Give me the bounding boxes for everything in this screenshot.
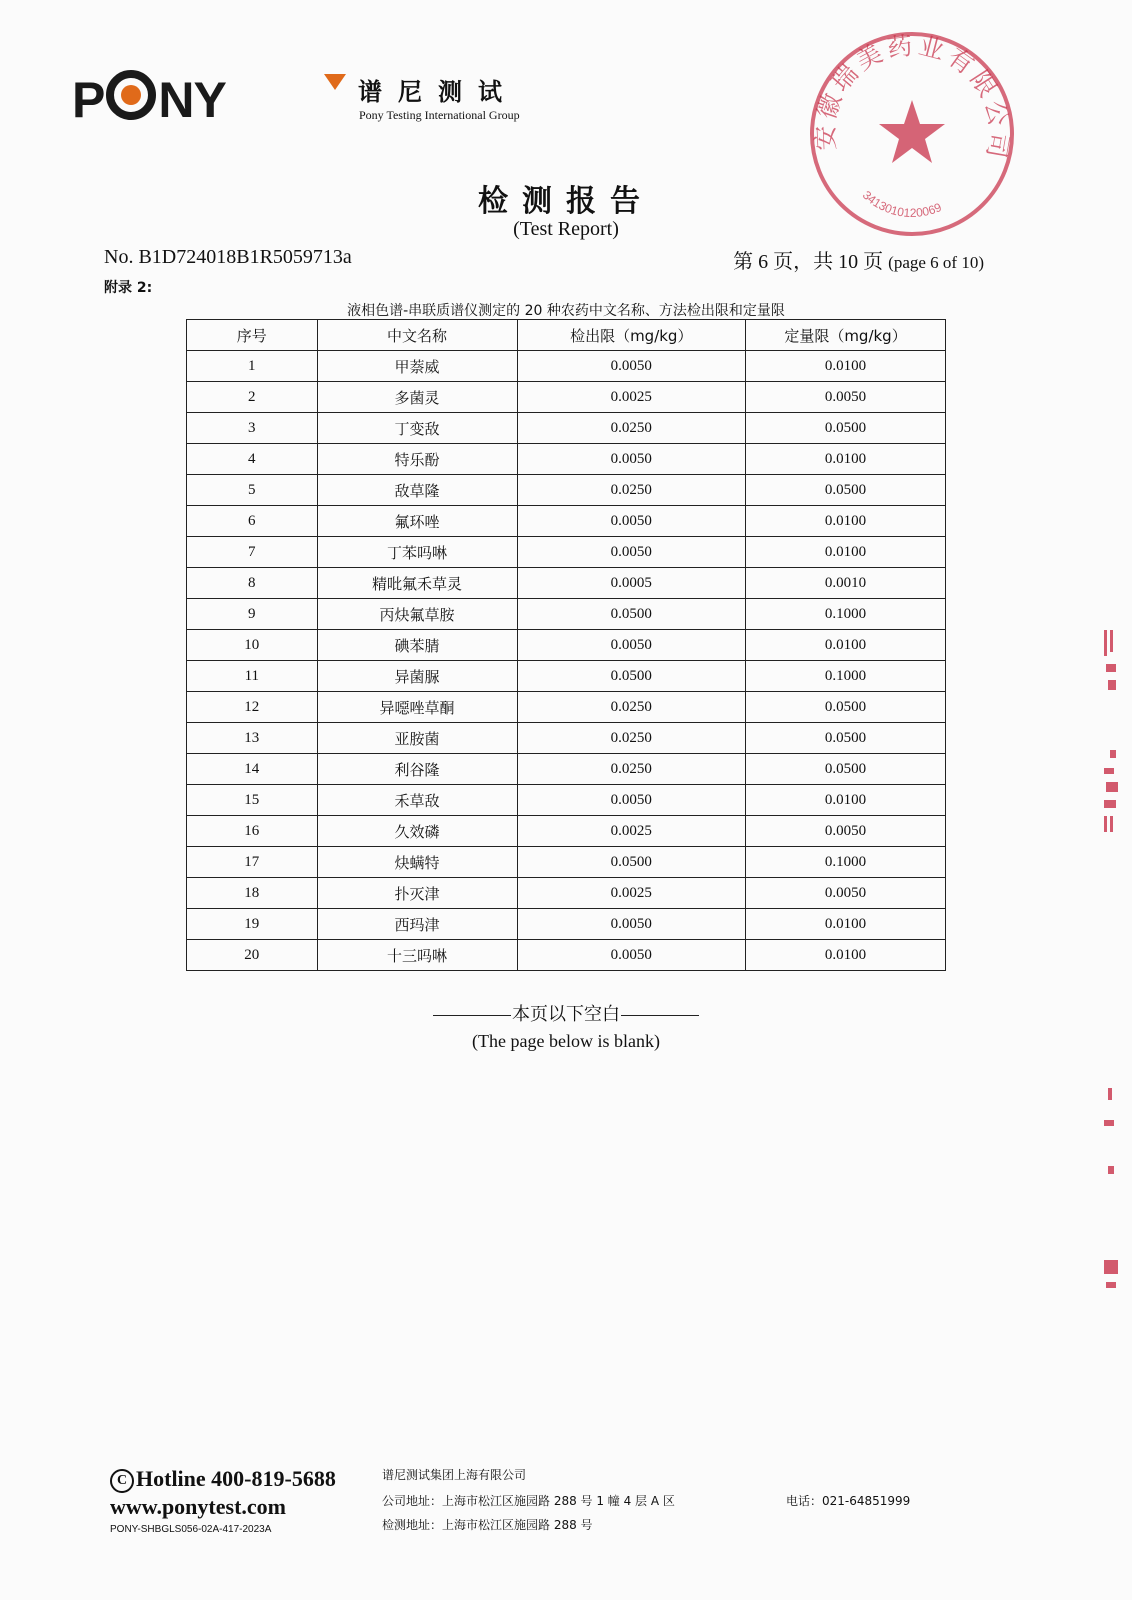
lod-cell: 0.0050 — [517, 940, 746, 971]
table-caption: 液相色谱-串联质谱仪测定的 20 种农药中文名称、方法检出限和定量限 — [347, 303, 785, 319]
serial-cell: 3 — [187, 413, 318, 444]
table-row — [187, 382, 946, 413]
logo-chinese-name: 谱尼测试 — [358, 78, 518, 106]
table-row — [187, 630, 946, 661]
loq-cell: 0.0050 — [746, 382, 946, 413]
table-body — [187, 351, 946, 971]
loq-cell: 0.0100 — [746, 444, 946, 475]
blank-notice-en: (The page below is blank) — [472, 1031, 660, 1051]
loq-cell: 0.0100 — [746, 537, 946, 568]
logo-english-name: Pony Testing International Group — [359, 108, 520, 122]
footer-company: 谱尼测试集团上海有限公司 — [382, 1468, 527, 1482]
loq-cell: 0.0100 — [746, 506, 946, 537]
lod-cell: 0.0050 — [517, 506, 746, 537]
pesticide-name-cell: 丁变敌 — [317, 413, 517, 444]
pesticide-name-cell: 碘苯腈 — [317, 630, 517, 661]
lod-cell: 0.0050 — [517, 444, 746, 475]
table-header-row — [187, 320, 946, 351]
lod-cell: 0.0250 — [517, 754, 746, 785]
col-header-lod: 检出限（mg/kg） — [517, 320, 746, 351]
lod-cell: 0.0025 — [517, 816, 746, 847]
serial-cell: 17 — [187, 847, 318, 878]
footer-hotline — [110, 1466, 336, 1493]
loq-cell: 0.0050 — [746, 878, 946, 909]
serial-cell: 6 — [187, 506, 318, 537]
serial-cell: 14 — [187, 754, 318, 785]
report-subtitle: (Test Report) — [513, 218, 619, 240]
pesticide-limits-table — [186, 319, 946, 971]
serial-cell: 5 — [187, 475, 318, 506]
pesticide-name-cell: 精吡氟禾草灵 — [317, 568, 517, 599]
company-logo — [72, 70, 520, 128]
lod-cell: 0.0500 — [517, 847, 746, 878]
lod-cell: 0.0050 — [517, 630, 746, 661]
table-row — [187, 785, 946, 816]
serial-cell: 12 — [187, 692, 318, 723]
table-row — [187, 351, 946, 382]
pesticide-name-cell: 久效磷 — [317, 816, 517, 847]
serial-cell: 9 — [187, 599, 318, 630]
table-row — [187, 878, 946, 909]
table-row — [187, 568, 946, 599]
seal-star-icon — [879, 100, 945, 163]
pesticide-name-cell: 特乐酚 — [317, 444, 517, 475]
loq-cell: 0.0500 — [746, 692, 946, 723]
lod-cell: 0.0025 — [517, 878, 746, 909]
table-row — [187, 847, 946, 878]
footer-doc-ref: PONY-SHBGLS056-02A-417-2023A — [110, 1524, 272, 1535]
pesticide-name-cell: 异菌脲 — [317, 661, 517, 692]
serial-cell: 15 — [187, 785, 318, 816]
table-row — [187, 940, 946, 971]
loq-cell: 0.0100 — [746, 785, 946, 816]
table-row — [187, 661, 946, 692]
appendix-label: 附录 2: — [104, 280, 153, 296]
serial-cell: 13 — [187, 723, 318, 754]
serial-cell: 4 — [187, 444, 318, 475]
pesticide-name-cell: 十三吗啉 — [317, 940, 517, 971]
serial-cell: 7 — [187, 537, 318, 568]
table-row — [187, 754, 946, 785]
logo-triangle-icon — [324, 74, 346, 90]
lod-cell: 0.0250 — [517, 413, 746, 444]
footer-company-address: 公司地址：上海市松江区施园路 288 号 1 幢 4 层 A 区 — [382, 1494, 675, 1508]
perforation-seal-marks — [1098, 620, 1124, 1320]
lod-cell: 0.0025 — [517, 382, 746, 413]
footer-phone: 电话：021-64851999 — [786, 1494, 911, 1508]
logo-o-icon — [106, 70, 156, 120]
table-row — [187, 599, 946, 630]
report-title: 检测报告 — [478, 184, 654, 219]
table-row — [187, 723, 946, 754]
loq-cell: 0.0100 — [746, 940, 946, 971]
blank-dash-right — [621, 1015, 699, 1016]
table-row — [187, 909, 946, 940]
col-header-name: 中文名称 — [317, 320, 517, 351]
page-indicator — [733, 245, 984, 274]
pesticide-name-cell: 氟环唑 — [317, 506, 517, 537]
serial-cell: 19 — [187, 909, 318, 940]
footer-hotline-text: Hotline 400-819-5688 — [136, 1466, 336, 1491]
serial-cell: 16 — [187, 816, 318, 847]
pesticide-name-cell: 丁苯吗啉 — [317, 537, 517, 568]
logo-wordmark: P NY — [72, 72, 226, 128]
table-row — [187, 816, 946, 847]
table-row — [187, 506, 946, 537]
col-header-loq: 定量限（mg/kg） — [746, 320, 946, 351]
lod-cell: 0.0050 — [517, 909, 746, 940]
loq-cell: 0.0500 — [746, 754, 946, 785]
seal-code-text: 3413010120069 — [859, 187, 944, 221]
pesticide-name-cell: 多菌灵 — [317, 382, 517, 413]
lod-cell: 0.0250 — [517, 475, 746, 506]
serial-cell: 20 — [187, 940, 318, 971]
loq-cell: 0.1000 — [746, 847, 946, 878]
loq-cell: 0.1000 — [746, 599, 946, 630]
lod-cell: 0.0250 — [517, 692, 746, 723]
loq-cell: 0.0500 — [746, 723, 946, 754]
loq-cell: 0.0050 — [746, 816, 946, 847]
loq-cell: 0.1000 — [746, 661, 946, 692]
pesticide-name-cell: 异噁唑草酮 — [317, 692, 517, 723]
blank-notice-cn-text: 本页以下空白 — [512, 1004, 620, 1024]
footer-lab-address: 检测地址：上海市松江区施园路 288 号 — [382, 1518, 593, 1532]
serial-cell: 2 — [187, 382, 318, 413]
table-row — [187, 444, 946, 475]
seal-company-text: 安徽瑞美药业有限公司 — [810, 30, 1014, 165]
pesticide-name-cell: 西玛津 — [317, 909, 517, 940]
serial-cell: 18 — [187, 878, 318, 909]
pesticide-name-cell: 丙炔氟草胺 — [317, 599, 517, 630]
pesticide-name-cell: 扑灭津 — [317, 878, 517, 909]
phone-circle-icon: C — [110, 1469, 134, 1493]
lod-cell: 0.0050 — [517, 785, 746, 816]
loq-cell: 0.0100 — [746, 351, 946, 382]
loq-cell: 0.0100 — [746, 630, 946, 661]
table-row — [187, 413, 946, 444]
lod-cell: 0.0050 — [517, 351, 746, 382]
page-indicator-en: (page 6 of 10) — [888, 253, 984, 272]
lod-cell: 0.0500 — [517, 599, 746, 630]
pesticide-name-cell: 利谷隆 — [317, 754, 517, 785]
blank-dash-left — [433, 1015, 511, 1016]
serial-cell: 10 — [187, 630, 318, 661]
col-header-serial: 序号 — [187, 320, 318, 351]
serial-cell: 8 — [187, 568, 318, 599]
loq-cell: 0.0500 — [746, 413, 946, 444]
blank-notice-cn — [0, 1000, 1132, 1026]
lod-cell: 0.0005 — [517, 568, 746, 599]
pesticide-name-cell: 敌草隆 — [317, 475, 517, 506]
loq-cell: 0.0500 — [746, 475, 946, 506]
loq-cell: 0.0100 — [746, 909, 946, 940]
pesticide-name-cell: 甲萘威 — [317, 351, 517, 382]
lod-cell: 0.0050 — [517, 537, 746, 568]
loq-cell: 0.0010 — [746, 568, 946, 599]
pesticide-name-cell: 禾草敌 — [317, 785, 517, 816]
table-row — [187, 692, 946, 723]
lod-cell: 0.0250 — [517, 723, 746, 754]
serial-cell: 11 — [187, 661, 318, 692]
lod-cell: 0.0500 — [517, 661, 746, 692]
page-indicator-cn: 第 6 页，共 10 页 — [733, 251, 884, 273]
footer-website: www.ponytest.com — [110, 1494, 286, 1519]
report-number: No. B1D724018B1R5059713a — [104, 246, 352, 268]
serial-cell: 1 — [187, 351, 318, 382]
table-row — [187, 475, 946, 506]
table-row — [187, 537, 946, 568]
pesticide-name-cell: 亚胺菌 — [317, 723, 517, 754]
pesticide-name-cell: 炔螨特 — [317, 847, 517, 878]
